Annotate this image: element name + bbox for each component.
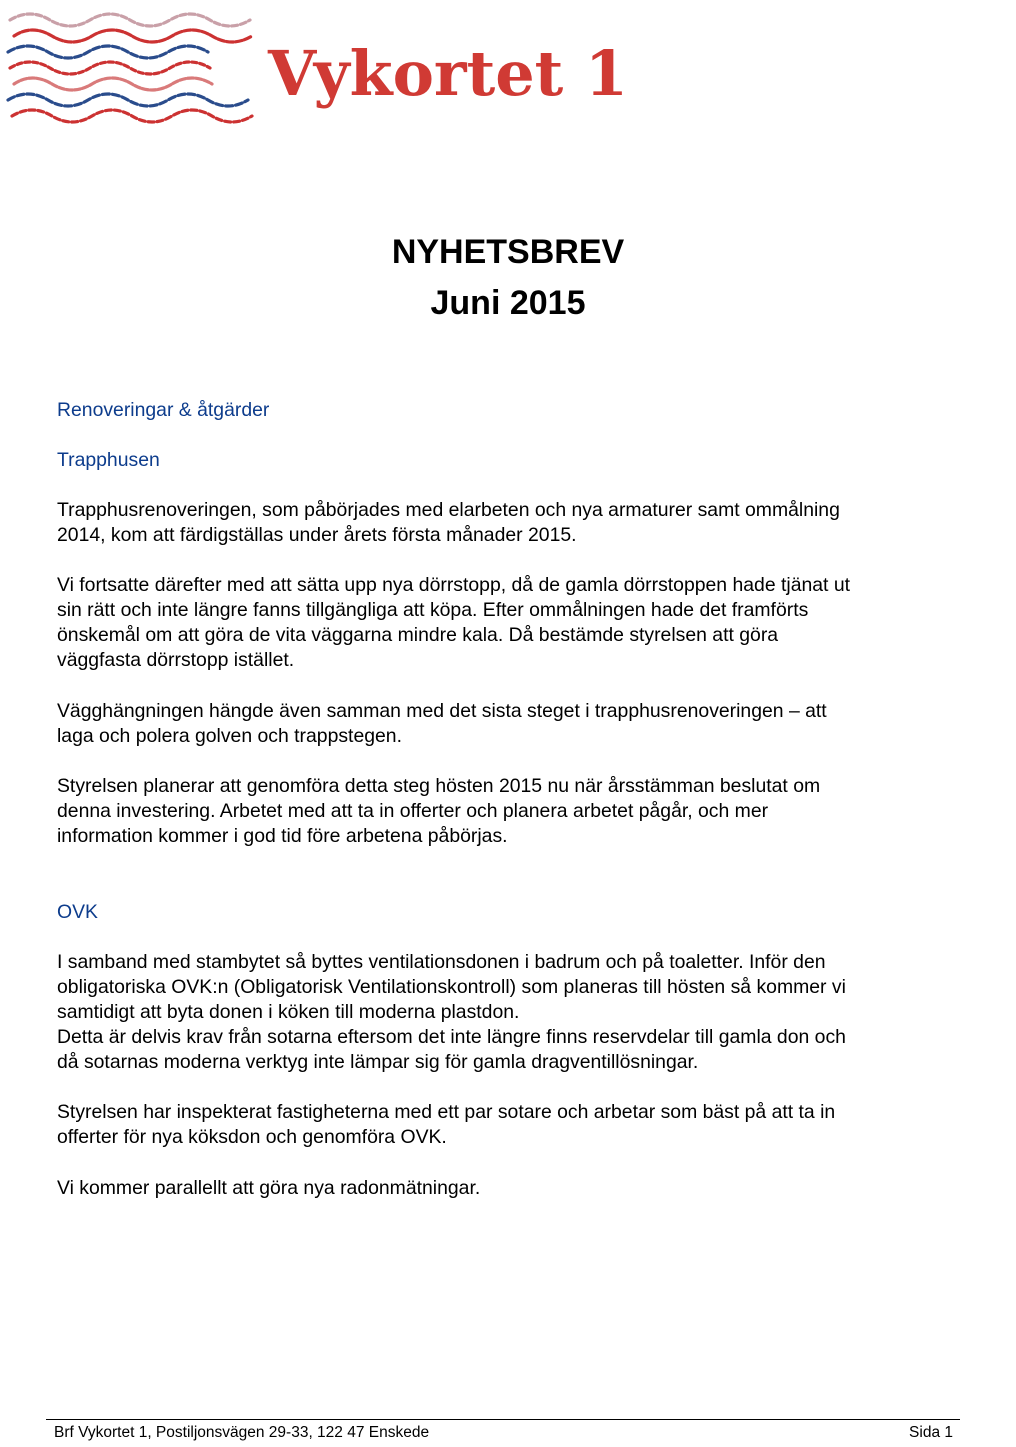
renovations-heading: Renoveringar & åtgärder: [57, 399, 270, 421]
footer-address: Brf Vykortet 1, Postiljonsvägen 29-33, 122 47 Enskede: [54, 1424, 430, 1441]
paragraph-line: sin rätt och inte längre fanns tillgängliga att köpa. Efter ommålningen hade det framförts: [57, 599, 809, 621]
paragraph-line: väggfasta dörrstopp istället.: [57, 649, 295, 671]
paragraph-line: Vi fortsatte därefter med att sätta upp nya dörrstopp, då de gamla dörrstoppen hade tjänat ut: [57, 574, 850, 596]
paragraph-line: I samband med stambytet så byttes ventilationsdonen i badrum och på toaletter. Inför den: [57, 951, 826, 973]
paragraph-line: obligatoriska OVK:n (Obligatorisk Ventilationskontroll) som planeras till hösten så kommer vi: [57, 976, 846, 998]
paragraph-line: Styrelsen har inspekterat fastigheterna med ett par sotare och arbetar som bäst på att ta in: [57, 1101, 836, 1123]
footer-divider: [46, 1419, 960, 1420]
logo-text: Vykortet 1: [268, 37, 629, 110]
ovk-heading: OVK: [57, 901, 98, 923]
paragraph-line: offerter för nya köksdon och genomföra OVK.: [57, 1126, 447, 1148]
newsletter-title: NYHETSBREV: [391, 233, 625, 271]
stairwell-heading: Trapphusen: [57, 449, 160, 471]
paragraph-line: samtidigt att byta donen i köken till moderna plastdon.: [57, 1001, 520, 1023]
paragraph-line: laga och polera golven och trappstegen.: [57, 725, 402, 747]
paragraph-line: 2014, kom att färdigställas under årets första månader 2015.: [57, 524, 577, 546]
page-number: Sida 1: [909, 1424, 953, 1441]
paragraph-line: då sotarnas moderna verktyg inte lämpar sig för gamla dragventillösningar.: [57, 1051, 699, 1073]
newsletter-date: Juni 2015: [430, 284, 586, 322]
postmark-logo-graphic: [0, 0, 629, 140]
paragraph-line: Trapphusrenoveringen, som påbörjades med elarbeten och nya armaturer samt ommålning: [57, 499, 840, 521]
paragraph-line: denna investering. Arbetet med att ta in offerter och planera arbetet pågår, och mer: [57, 800, 769, 822]
paragraph-line: information kommer i god tid före arbetena påbörjas.: [57, 825, 508, 847]
paragraph-line: Vi kommer parallellt att göra nya radonmätningar.: [57, 1177, 481, 1199]
paragraph-line: Detta är delvis krav från sotarna eftersom det inte längre finns reservdelar till gamla don och: [57, 1026, 846, 1048]
paragraph-line: Styrelsen planerar att genomföra detta steg hösten 2015 nu när årsstämman beslutat om: [57, 775, 821, 797]
paragraph-line: Vägghängningen hängde även samman med det sista steget i trapphusrenoveringen – att: [57, 700, 827, 722]
logo: [0, 0, 629, 140]
paragraph-line: önskemål om att göra de vita väggarna mindre kala. Då bestämde styrelsen att göra: [57, 624, 779, 646]
